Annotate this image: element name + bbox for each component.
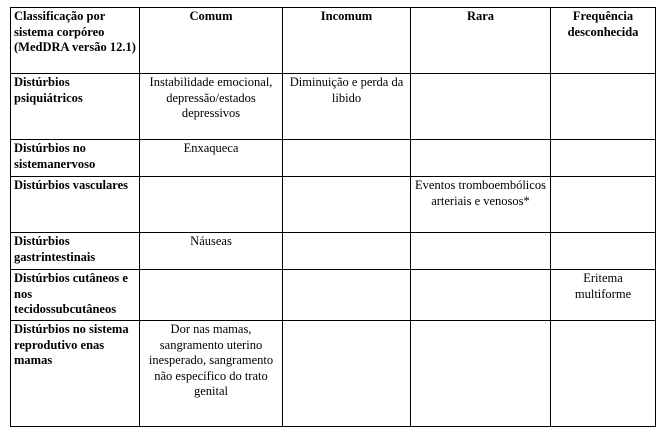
incomum-cell xyxy=(283,177,411,233)
rara-cell: Eventos tromboembólicos arteriais e venosos* xyxy=(411,177,551,233)
comum-cell xyxy=(140,177,283,233)
header-rara: Rara xyxy=(411,8,551,74)
comum-cell: Dor nas mamas, sangramento uterino inesperado, sangramento não específico do trato genital xyxy=(140,321,283,427)
desconhecida-cell: Eritema multiforme xyxy=(551,270,656,321)
rara-cell xyxy=(411,321,551,427)
soc-cell: Distúrbios no sistema reprodutivo enas mamas xyxy=(11,321,140,427)
incomum-cell xyxy=(283,233,411,270)
incomum-cell xyxy=(283,140,411,177)
header-frequencia-desconhecida: Frequência desconhecida xyxy=(551,8,656,74)
table-row xyxy=(11,140,656,177)
comum-cell xyxy=(140,270,283,321)
incomum-cell: Diminuição e perda da libido xyxy=(283,74,411,140)
table-row xyxy=(11,233,656,270)
soc-cell: Distúrbios no sistemanervoso xyxy=(11,140,140,177)
comum-cell: Enxaqueca xyxy=(140,140,283,177)
comum-cell: Náuseas xyxy=(140,233,283,270)
desconhecida-cell xyxy=(551,233,656,270)
header-incomum: Incomum xyxy=(283,8,411,74)
desconhecida-cell xyxy=(551,321,656,427)
rara-cell xyxy=(411,140,551,177)
header-comum: Comum xyxy=(140,8,283,74)
rara-cell xyxy=(411,270,551,321)
rara-cell xyxy=(411,233,551,270)
soc-cell: Distúrbios cutâneos e nos tecidossubcutâneos xyxy=(11,270,140,321)
desconhecida-cell xyxy=(551,74,656,140)
rara-cell xyxy=(411,74,551,140)
soc-cell: Distúrbios gastrintestinais xyxy=(11,233,140,270)
table-row xyxy=(11,74,656,140)
incomum-cell xyxy=(283,321,411,427)
incomum-cell xyxy=(283,270,411,321)
header-soc: Classificação por sistema corpóreo (MedDRA versão 12.1) xyxy=(11,8,140,74)
desconhecida-cell xyxy=(551,177,656,233)
soc-cell: Distúrbios psiquiátricos xyxy=(11,74,140,140)
table-row xyxy=(11,177,656,233)
desconhecida-cell xyxy=(551,140,656,177)
comum-cell: Instabilidade emocional, depressão/estados depressivos xyxy=(140,74,283,140)
table-row xyxy=(11,270,656,321)
adverse-reactions-table xyxy=(10,7,656,427)
soc-cell: Distúrbios vasculares xyxy=(11,177,140,233)
table-row xyxy=(11,321,656,427)
table-header-row xyxy=(11,8,656,74)
